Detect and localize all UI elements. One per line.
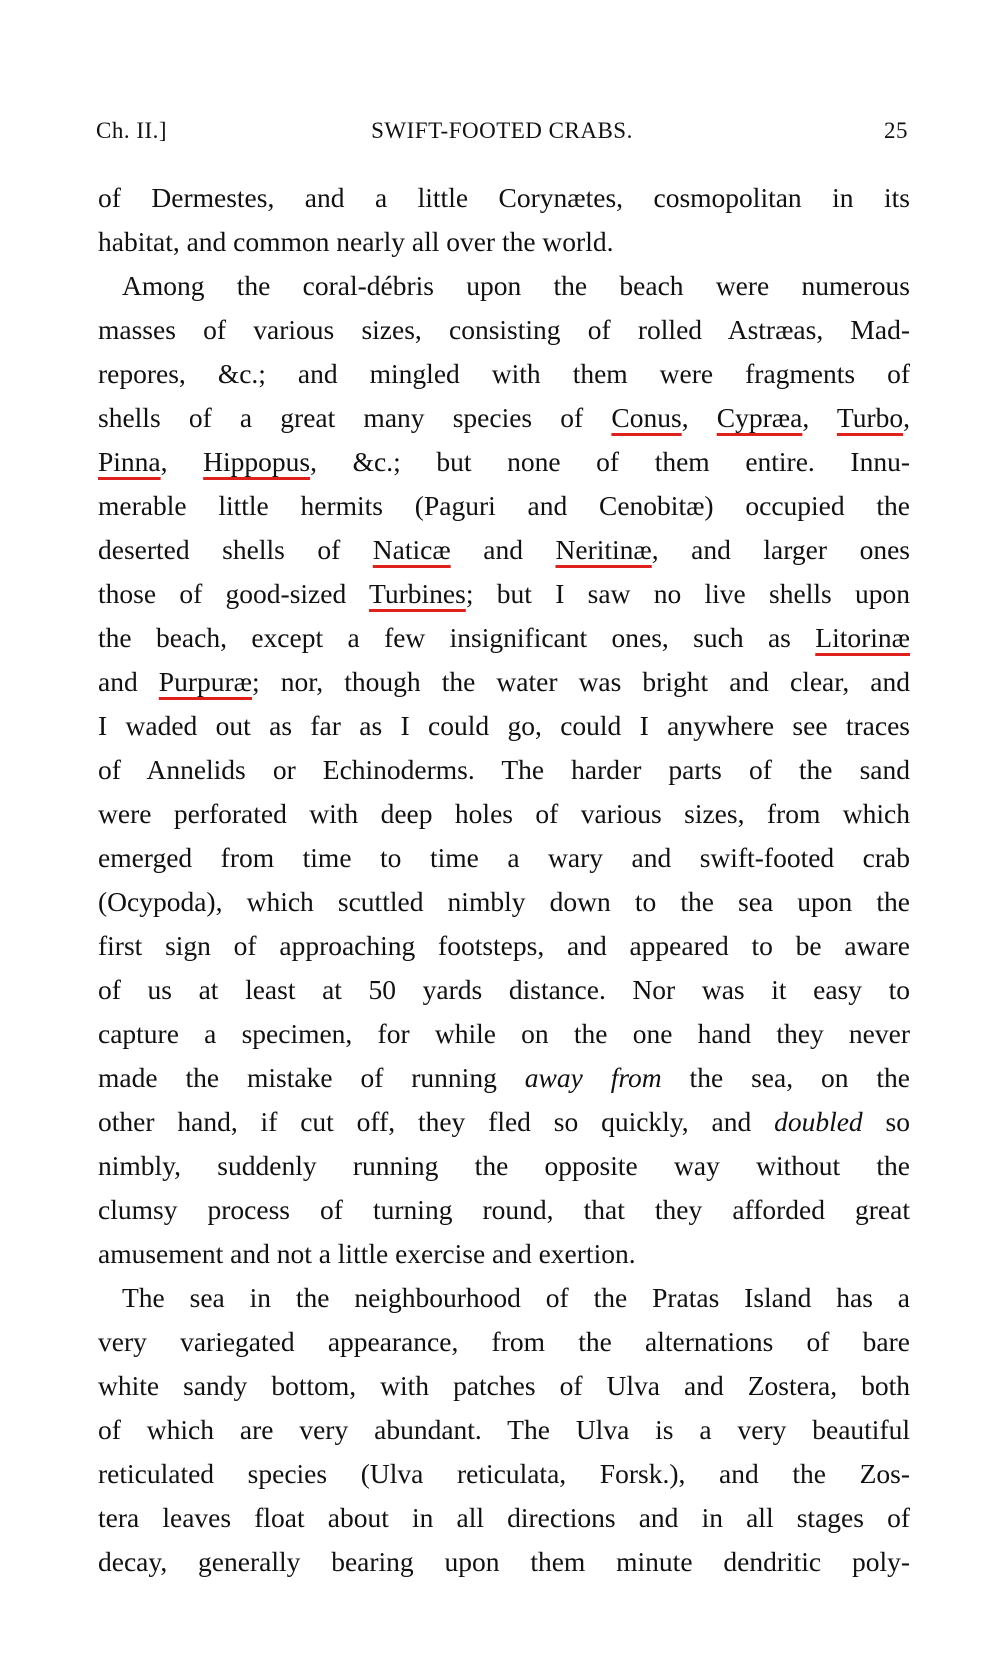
- underlined-term: Cypræa: [716, 402, 803, 433]
- text-line: very variegated appearance, from the alternations of bare: [98, 1326, 910, 1357]
- text-line: shells of a great many species of Conus, Cypræa, Turbo,: [98, 402, 910, 433]
- text-line: those of good-sized Turbines; but I saw no live shells upon: [98, 578, 910, 609]
- text-line: nimbly, suddenly running the opposite way without the: [98, 1150, 910, 1181]
- text-line: reticulated species (Ulva reticulata, Forsk.), and the Zos-: [98, 1458, 910, 1489]
- text-line: of Dermestes, and a little Corynætes, cosmopolitan in its: [98, 182, 910, 213]
- underlined-term: Pinna: [98, 446, 161, 477]
- underlined-term: Litorinæ: [815, 622, 910, 653]
- text-line: deserted shells of Naticæ and Neritinæ, and larger ones: [98, 534, 910, 565]
- text-line: of Annelids or Echinoderms. The harder parts of the sand: [98, 754, 910, 785]
- chapter-label: Ch. II.]: [96, 118, 168, 143]
- running-head: [96, 118, 908, 152]
- underlined-term: Turbo: [836, 402, 904, 433]
- text-line: Among the coral-débris upon the beach were numerous: [122, 270, 910, 301]
- underlined-term: Neritinæ: [555, 534, 652, 565]
- text-line: of which are very abundant. The Ulva is a very beautiful: [98, 1414, 910, 1445]
- underlined-term: Turbines: [369, 578, 466, 609]
- text-line: emerged from time to time a wary and swift-footed crab: [98, 842, 910, 873]
- text-line: merable little hermits (Paguri and Cenobitæ) occupied the: [98, 490, 910, 521]
- underlined-term: Naticæ: [372, 534, 451, 565]
- text-line: decay, generally bearing upon them minute dendritic poly-: [98, 1546, 910, 1577]
- text-line: capture a specimen, for while on the one hand they never: [98, 1018, 910, 1049]
- text-line: and Purpuræ; nor, though the water was bright and clear, and: [98, 666, 910, 697]
- text-line: The sea in the neighbourhood of the Pratas Island has a: [122, 1282, 910, 1313]
- text-line: I waded out as far as I could go, could I anywhere see traces: [98, 710, 910, 741]
- text-line: repores, &c.; and mingled with them were fragments of: [98, 358, 910, 389]
- text-line: habitat, and common nearly all over the world.: [98, 226, 614, 257]
- text-line: (Ocypoda), which scuttled nimbly down to the sea upon the: [98, 886, 910, 917]
- text-line: clumsy process of turning round, that they afforded great: [98, 1194, 910, 1225]
- text-line: first sign of approaching footsteps, and appeared to be aware: [98, 930, 910, 961]
- body-text: [98, 176, 910, 1584]
- text-line: white sandy bottom, with patches of Ulva and Zostera, both: [98, 1370, 910, 1401]
- italic-phrase: away from: [524, 1062, 662, 1093]
- underlined-term: Conus: [611, 402, 682, 433]
- text-line: made the mistake of running away from the sea, on the: [98, 1062, 910, 1093]
- text-line: other hand, if cut off, they fled so quickly, and doubled so: [98, 1106, 910, 1137]
- text-line: of us at least at 50 yards distance. Nor was it easy to: [98, 974, 910, 1005]
- underlined-term: Purpuræ: [158, 666, 252, 697]
- text-line: tera leaves float about in all directions and in all stages of: [98, 1502, 910, 1533]
- page-number: 25: [884, 118, 908, 143]
- running-title: SWIFT-FOOTED CRABS.: [371, 118, 633, 143]
- text-line: Pinna, Hippopus, &c.; but none of them entire. Innu-: [98, 446, 910, 477]
- underlined-term: Hippopus: [203, 446, 311, 477]
- text-line: amusement and not a little exercise and exertion.: [98, 1238, 636, 1269]
- italic-phrase: doubled: [774, 1106, 863, 1137]
- text-line: the beach, except a few insignificant ones, such as Litorinæ: [98, 622, 910, 653]
- text-line: masses of various sizes, consisting of rolled Astræas, Mad-: [98, 314, 910, 345]
- text-line: were perforated with deep holes of various sizes, from which: [98, 798, 910, 829]
